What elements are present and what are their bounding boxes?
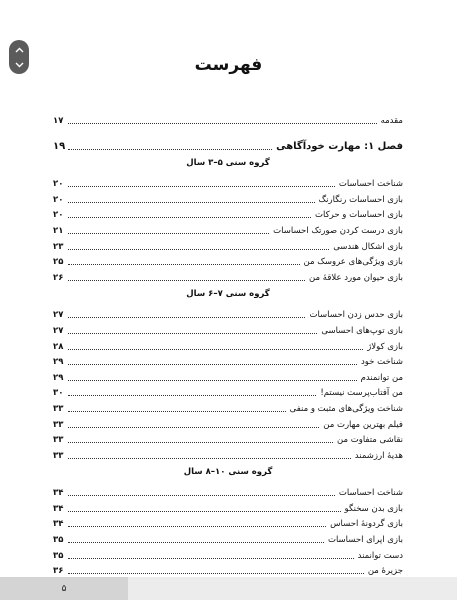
toc-entry-page: ۲۰ [53,179,64,190]
toc-entry[interactable] [53,220,403,236]
toc-entry[interactable] [53,236,403,252]
toc-entry-label: بازی ویژگی‌های عروسک من [303,257,403,268]
dot-leader [68,411,286,412]
toc-entry-page: ۳۴ [53,503,64,514]
toc-entry[interactable] [53,483,403,499]
toc-entry-page: ۲۹ [53,372,64,383]
toc-entry-label: بازی گردونهٔ احساس [330,519,403,530]
toc-entry[interactable] [53,320,403,336]
toc-entry-label: بازی بدن سخنگو [344,503,403,514]
dot-leader [68,542,324,543]
toc-entry-page: ۳۶ [53,566,64,577]
page-number-box [0,577,128,600]
age-group-heading: گروه سنی ۵–۳ سال [186,157,270,168]
toc-entry-page: ۲۶ [53,272,64,283]
toc-entry-page: ۳۰ [53,388,64,399]
toc-entry[interactable] [53,414,403,430]
toc-entry-page: ۲۷ [53,325,64,336]
toc-entry-label: دست توانمند [357,550,403,561]
toc-entry[interactable] [53,305,403,321]
toc-entry-label: من توانمندم [360,372,403,383]
toc-entry-label: شناخت احساسات [338,488,403,499]
toc-entry-label: جزیرهٔ من [367,566,403,577]
toc-entry-label: بازی کولاژ [367,341,403,352]
toc-entry-label: شناخت خود [360,357,403,368]
dot-leader [68,558,354,559]
toc-entry[interactable] [53,205,403,221]
dot-leader [68,573,364,574]
toc-entry-page: ۱۹ [53,140,66,152]
toc-entry[interactable] [53,445,403,461]
toc-entry[interactable] [53,383,403,399]
toc-entry[interactable] [53,352,403,368]
toc-entry[interactable] [53,367,403,383]
toc-entry-page: ۲۹ [53,357,64,368]
age-group-heading: گروه سنی ۷–۶ سال [186,288,270,299]
toc-entry-page: ۲۳ [53,241,64,252]
toc-entry-page: ۲۵ [53,257,64,268]
toc-entry[interactable] [53,174,403,190]
toc-entry-label: شناخت ویژگی‌های مثبت و منفی [289,403,403,414]
dot-leader [68,511,341,512]
toc-entry-page: ۳۵ [53,550,64,561]
dot-leader [68,123,377,124]
toc-entry[interactable] [53,267,403,283]
toc-entry[interactable] [53,398,403,414]
chevron-up-icon [15,47,24,53]
toc-entry[interactable] [53,189,403,205]
dot-leader [68,186,335,187]
toc-entry-page: ۳۴ [53,519,64,530]
toc-entry-page: ۲۰ [53,194,64,205]
dot-leader [68,264,300,265]
toc-entry[interactable] [53,252,403,268]
toc-entry[interactable] [53,336,403,352]
toc-entry-page: ۲۱ [53,225,64,236]
toc-entry-label: فیلم بهترین مهارت من [323,419,403,430]
dot-leader [68,427,319,428]
toc-entry-label: شناخت احساسات [338,179,403,190]
toc-entry[interactable] [53,545,403,561]
toc-entry[interactable] [53,498,403,514]
dot-leader [68,495,335,496]
toc-entry-page: ۳۳ [53,450,64,461]
toc-entry-label: بازی احساسات رنگارنگ [318,194,403,205]
dot-leader [68,380,357,381]
dot-leader [68,349,363,350]
dot-leader [68,233,269,234]
table-of-contents [53,110,403,576]
toc-entry-page: ۳۵ [53,535,64,546]
dot-leader [68,442,333,443]
dot-leader [68,217,311,218]
toc-entry-label: فصل ۱: مهارت خودآگاهی [276,140,403,152]
toc-entry-page: ۳۳ [53,419,64,430]
toc-entry-label: بازی حدس زدن احساسات [309,310,403,321]
page-title: فهرست [194,55,263,75]
toc-entry-page: ۱۷ [53,115,64,126]
toc-entry-label: نقاشی متفاوت من [336,435,403,446]
toc-entry-label: مقدمه [380,115,403,126]
dot-leader [68,280,305,281]
dot-leader [68,364,357,365]
page-number: ۵ [61,583,67,594]
toc-entry-label: من آفتاب‌پرست نیستم! [320,388,403,399]
toc-entry-label: بازی درست کردن صورتک احساسات [273,225,403,236]
toc-entry-page: ۲۷ [53,310,64,321]
dot-leader [68,149,272,150]
toc-entry-label: بازی اپرای احساسات [327,535,403,546]
dot-leader [68,333,317,334]
footer-bar [128,577,457,600]
dot-leader [68,202,315,203]
toc-chapter-entry[interactable] [53,126,403,152]
dot-leader [68,395,316,396]
toc-entry-page: ۳۳ [53,403,64,414]
toc-entry[interactable] [53,514,403,530]
toc-entry[interactable] [53,430,403,446]
dot-leader [68,317,305,318]
dot-leader [68,249,329,250]
dot-leader [68,458,351,459]
toc-entry-label: بازی اشکال هندسی [333,241,403,252]
toc-entry-page: ۳۴ [53,488,64,499]
page-footer [0,577,457,600]
toc-entry[interactable] [53,110,403,126]
toc-entry-page: ۳۳ [53,435,64,446]
toc-entry[interactable] [53,561,403,577]
toc-entry-label: هدیهٔ ارزشمند [354,450,403,461]
toc-entry[interactable] [53,529,403,545]
toc-entry-page: ۲۸ [53,341,64,352]
dot-leader [68,526,326,527]
age-group-heading: گروه سنی ۱۰–۸ سال [183,466,273,477]
toc-entry-label: بازی احساسات و حرکات [314,210,403,221]
toc-entry-page: ۲۰ [53,210,64,221]
toc-entry-label: بازی توپ‌های احساسی [321,325,403,336]
toc-entry-label: بازی حیوان مورد علاقهٔ من [309,272,403,283]
